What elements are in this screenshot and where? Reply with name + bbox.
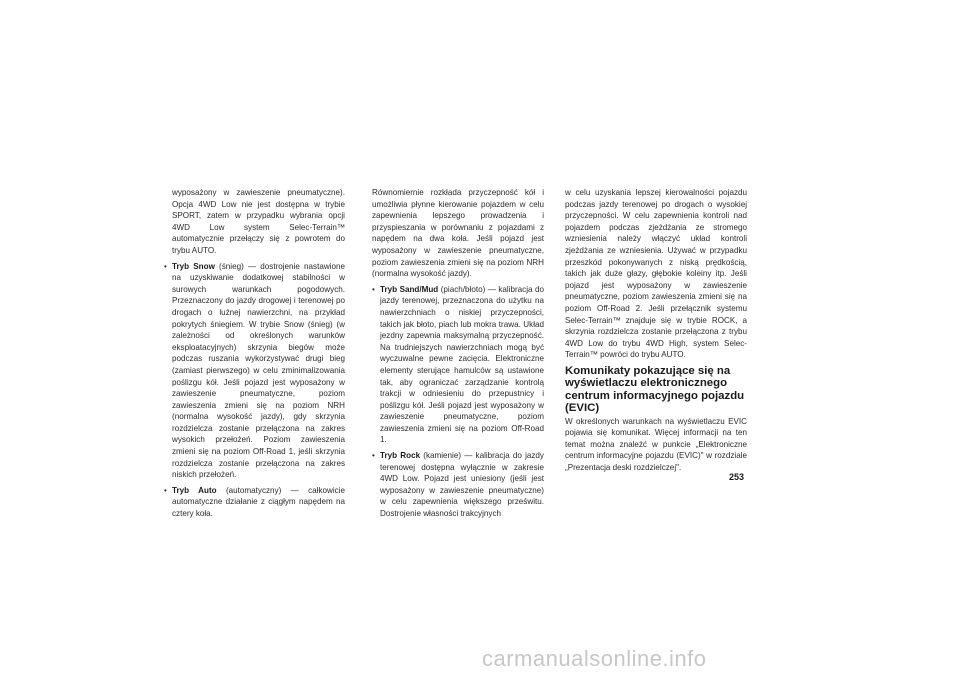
bullet-icon: • — [164, 261, 167, 271]
bullet-icon: • — [372, 284, 375, 294]
term-rock: Tryb Rock — [380, 451, 421, 461]
desc-rock: (kamienie) — kalibracja do jazdy terenowej dostępna wyłącznie w zakresie 4WD Low. Pojazd jest uniesiony (jeśli jest wyposażony w zawieszenie pneumatyczne) w celu zapewnienia większego prześwitu. Dostrojenie własności trakcyjnych — [380, 451, 544, 519]
list-item-rock — [372, 450, 544, 520]
paragraph-continued: w celu uzyskania lepszej kierowalności pojazdu podczas jazdy terenowej po drogach o wysokiej przyczepności. W celu zapewnienia kontroli nad pojazdem podczas zjeżdżania ze stromego wzniesienia należy włączyć układ kontroli zjeżdżania ze wzniesienia. Używać w przypadku przeszkód pokonywanych z niską prędkością, takich jak duże głazy, głębokie koleiny itp. Jeśli pojazd jest wyposażony w zawieszenie pneumatyczne, poziom zawieszenia zmieni się na poziom Off-Road 2. Jeśli przełącznik systemu Selec-Terrain™ znajduje się w trybie ROCK, a skrzynia rozdzielcza zostanie przełączona z trybu 4WD Low do trybu 4WD High, system Selec-Terrain™ powróci do trybu AUTO. — [565, 188, 747, 360]
page-number: 253 — [729, 472, 745, 482]
paragraph-continued: Równomiernie rozkłada przyczepność kół i umożliwia płynne kierowanie pojazdem w celu zapewnienia lepszego prowadzenia i przyspieszania w porównaniu z pojazdami z napędem na dwa koła. Jeśli pojazd jest wyposażony w zawieszenie pneumatyczne, poziom zawieszenia zmieni się na poziom NRH (normalna wysokość jazdy). — [372, 188, 544, 279]
term-sand-mud: Tryb Sand/Mud — [380, 284, 439, 294]
watermark-text: carmanualsonline.info — [482, 646, 707, 671]
desc-sand-mud: (piach/błoto) — kalibracja do jazdy terenowej, przeznaczona do użytku na nawierzchniach o niskiej przyczepności, takich jak błoto, piach lub mokra trawa. Układ jezdny zapewnia maksymalną przyczepność. Na trudniejszych nawierzchniach mogą być wyczuwalne pewne zacięcia. Elektroniczne elementy sterujące hamulców są ustawione tak, aby ograniczać zarządzanie kontrolą trakcji w odniesieniu do przepustnicy i poślizgu kół. Jeśli pojazd jest wyposażony w zawieszenie pneumatyczne, poziom zawieszenia zmieni się na poziom Off-Road 1. — [380, 284, 544, 445]
text-column-right — [565, 187, 747, 478]
term-auto: Tryb Auto — [172, 485, 217, 495]
bullet-icon: • — [372, 451, 375, 461]
text-column-left — [164, 187, 345, 524]
bullet-icon: • — [164, 485, 167, 495]
list-item-sand-mud — [372, 284, 544, 446]
paragraph-evic: W określonych warunkach na wyświetlaczu EVIC pojawia się komunikat. Więcej informacji na ten temat można znaleźć w punkcie „Elektroniczne centrum informacyjne pojazdu (EVIC)" w rozdziale „Prezentacja deski rozdzielczej". — [565, 416, 747, 472]
text-column-middle — [372, 187, 544, 524]
section-heading-evic: Komunikaty pokazujące się na wyświetlaczu elektronicznego centrum informacyjnego pojazdu (EVIC) — [565, 364, 745, 415]
desc-snow: (śnieg) — dostrojenie nastawione na uzyskiwanie dodatkowej stabilności w surowych warunkach pogodowych. Przeznaczony do jazdy drogowej i terenowej po drogach o luźnej nawierzchni, na przykład pokrytych śniegiem. W trybie Snow (śnieg) (w zależności od określonych warunków eksploatacyjnych) skrzynia biegów może podczas ruszania wykorzystywać drugi bieg (zamiast pierwszego) w celu zminimalizowania poślizgu kół. Jeśli pojazd jest wyposażony w zawieszenie pneumatyczne, poziom zawieszenia zmieni się na poziom NRH (normalna wysokość jazdy), gdy skrzynia rozdzielcza zostanie przełączona na zakres wysokich przełożeń. Poziom zawieszenia zmieni się na poziom Off-Road 1, jeśli skrzynia rozdzielcza zostanie przełączona na zakres niskich przełożeń. — [172, 261, 345, 480]
term-snow: Tryb Snow — [172, 261, 215, 271]
desc-auto: (automatyczny) — całkowicie automatyczne działanie z ciągłym napędem na cztery koła. — [172, 485, 345, 519]
paragraph-continued: wyposażony w zawieszenie pneumatyczne). Opcja 4WD Low nie jest dostępna w trybie SPORT, zatem w przypadku wybrania opcji 4WD Low system Selec-Terrain™ automatycznie przełączy się z powrotem do trybu AUTO. — [172, 188, 345, 255]
list-item-auto — [164, 485, 345, 520]
list-item-snow — [164, 261, 345, 481]
